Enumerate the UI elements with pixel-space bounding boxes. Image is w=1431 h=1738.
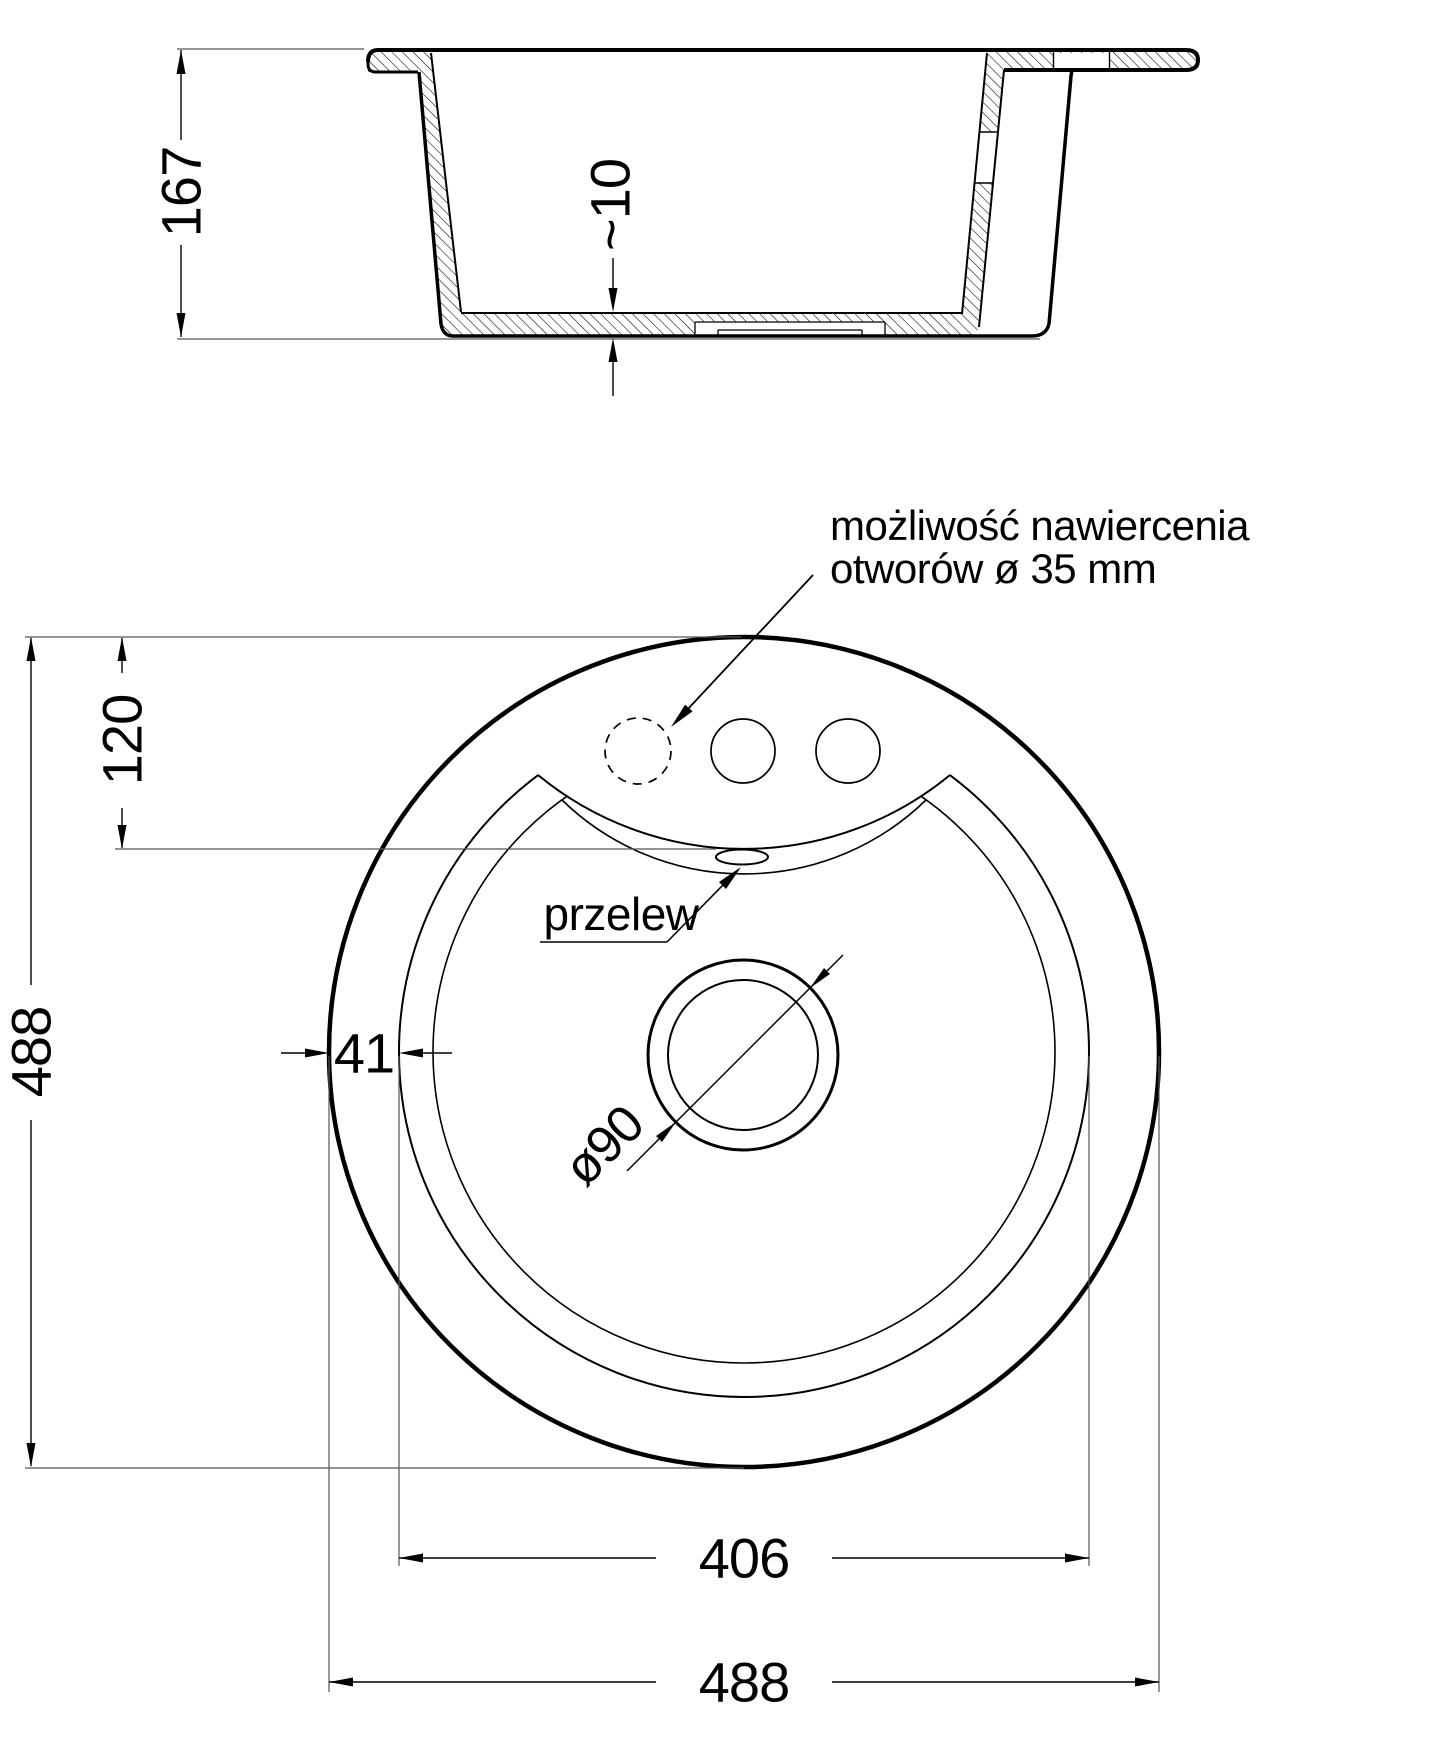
dim-41 xyxy=(281,1022,452,1085)
overflow-callout xyxy=(540,867,741,942)
dim-406 xyxy=(399,1527,1089,1590)
dim-167-value: 167 xyxy=(149,146,213,238)
dim-488-horizontal xyxy=(329,1651,1159,1714)
rim-hole-gap xyxy=(1054,53,1109,69)
dim-10-value: ~10 xyxy=(578,159,642,251)
drain-recess xyxy=(695,322,885,335)
deck-mask xyxy=(538,646,950,849)
top-view xyxy=(0,502,1250,1714)
dim-120-value: 120 xyxy=(90,694,154,786)
dim-bottom-thickness xyxy=(579,159,642,396)
dim-drain xyxy=(553,955,843,1197)
section-view xyxy=(150,49,1199,396)
overflow-label: przelew xyxy=(543,888,699,940)
section-hatch-region xyxy=(368,52,1198,336)
drill-note-line2: otworów ø 35 mm xyxy=(830,545,1157,592)
dim-drain-value: ø90 xyxy=(552,1094,656,1198)
dim-406-value: 406 xyxy=(698,1526,790,1590)
dim-488-vertical xyxy=(0,637,63,1467)
dim-488h-value: 488 xyxy=(698,1650,790,1714)
right-outer-contour xyxy=(1049,70,1072,324)
dim-488v-value: 488 xyxy=(0,1006,63,1098)
overflow-slot xyxy=(716,850,768,865)
drill-note-line1: możliwość nawiercenia xyxy=(830,502,1249,549)
dim-41-value: 41 xyxy=(333,1021,395,1085)
dim-120 xyxy=(91,637,154,849)
